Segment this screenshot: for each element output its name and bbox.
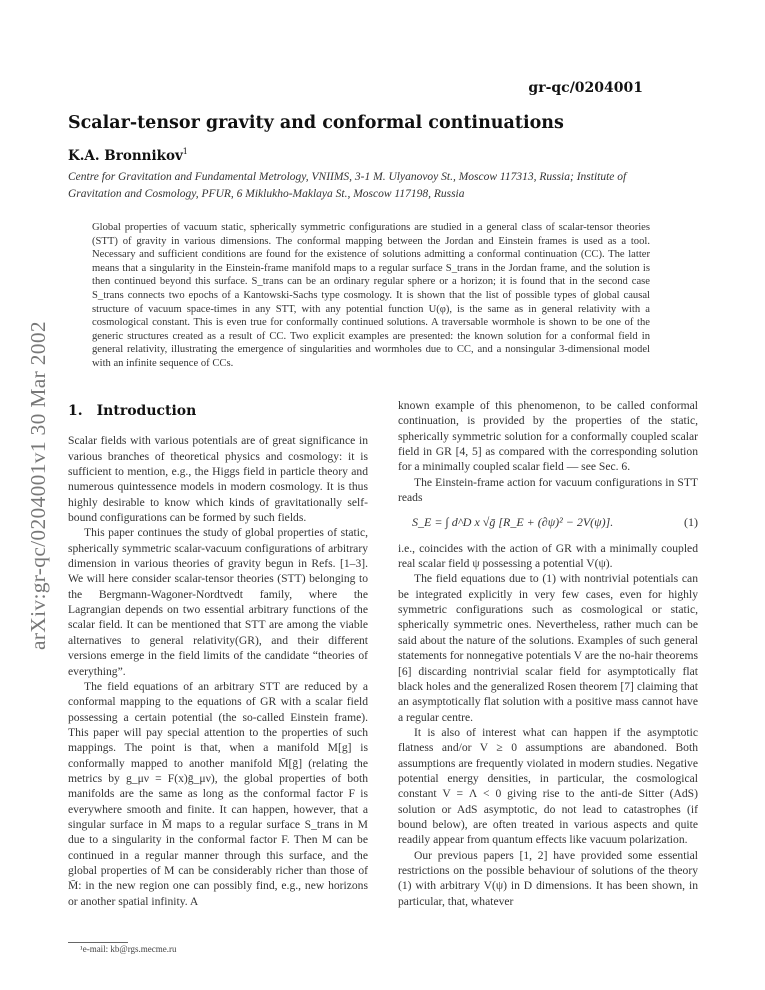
author-footnote-mark: 1	[182, 147, 188, 156]
report-number: gr-qc/0204001	[528, 80, 643, 96]
paper-title: Scalar-tensor gravity and conformal continuations	[68, 113, 564, 133]
paragraph: known example of this phenomenon, to be called conformal continuation, is provided by the properties of the static, spherically symmetric solution for a conformally coupled scalar field in GR [4, 5] as compared with the corresponding solution for a minimally coupled scalar field — see Sec. 6.	[398, 399, 698, 474]
paragraph: The field equations due to (1) with nontrivial potentials can be integrated explicitly in very few cases, even for highly symmetric configurations such as cosmological or static, spherically symmetric ones. Nevertheless, rather much can be said about the nature of the solutions. Examples of such general statements for nonnegative potentials V are the no-hair theorems [6] discarding nontrivial scalar field for asymptotically flat black holes and the generalized Rosen theorem [7] claiming that an asymptotically flat solution with a positive mass cannot have a regular centre.	[398, 572, 698, 724]
affiliation: Centre for Gravitation and Fundamental Metrology, VNIIMS, 3-1 M. Ulyanovoy St., Moscow 117313, Russia; Institute of Gravitation and Cosmology, PFUR, 6 Miklukho-Maklaya St., Moscow 117198, Russia	[68, 171, 627, 200]
section-number: 1.	[68, 403, 83, 419]
right-column	[398, 398, 698, 909]
author-name: K.A. Bronnikov	[68, 148, 183, 164]
paragraph: Scalar fields with various potentials are of great significance in various branches of theoretical physics and cosmology: it is sufficient to mention, e.g., the Higgs field in particle theory and numerous quintessence models in modern cosmology. It is thus highly desirable to know which kinds of gravitationally self-bound configurations can be formed by such fields.	[68, 434, 368, 525]
paragraph: The Einstein-frame action for vacuum configurations in STT reads	[398, 475, 698, 505]
paragraph: Our previous papers [1, 2] have provided some essential restrictions on the possible behaviour of solutions of the theory (1) with arbitrary V(ψ) in D dimensions. It has been shown, in particular, that, whatever	[398, 848, 698, 908]
abstract: Global properties of vacuum static, spherically symmetric configurations are studied in a general class of scalar-tensor theories (STT) of gravity in various dimensions. The conformal mapping between the Jordan and Einstein frames is used as a tool. Necessary and sufficient conditions are found for the existence of solutions admitting a conformal continuation (CC). The latter means that a singularity in the Einstein-frame manifold maps to a regular surface S_trans in the Jordan frame, and the solution is then continued beyond this surface. S_trans can be an ordinary regular sphere or a horizon; it is found that in the second case S_trans connects two epochs of a Kantowski-Sachs type cosmology. It is shown that the list of possible types of global causal structure of vacuum space-times in any STT, with any potential function U(φ), is the same as in general relativity with a cosmological constant. This is even true for conformally continued solutions. A traversable wormhole is shown to be one of the generic structures created as a result of CC. Two explicit examples are presented: the known solution for a conformal field in general relativity, illustrating the emergence of singularities and wormholes due to CC, and a nonsingular 3-dimensional model with an infinite sequence of CCs.	[92, 222, 650, 369]
author-line	[68, 147, 188, 164]
left-column	[68, 398, 368, 909]
paragraph: It is also of interest what can happen if the asymptotic flatness and/or V ≥ 0 assumptions are abandoned. Both assumptions are frequently violated in modern studies. Negative potential energy densities, in particular, the cosmological constant V = Λ < 0 giving rise to the anti-de Sitter (AdS) solution or AdS asymptotic, do not lead to catastrophes (if bound below), are often treated in various aspects and quite readily appear from quantum effects like vacuum polarization.	[398, 725, 698, 847]
arxiv-sidebar-stamp: arXiv:gr-qc/0204001v1 30 Mar 2002	[26, 321, 50, 650]
section-heading	[68, 404, 368, 419]
paragraph: i.e., coincides with the action of GR with a minimally coupled real scalar field ψ possessing a potential V(ψ).	[398, 541, 698, 571]
paragraph: This paper continues the study of global properties of static, spherically symmetric scalar-vacuum configurations of arbitrary dimension in various theories of gravity begun in Refs. [1–3]. We will here consider scalar-tensor theories (STT) belonging to the Bergmann-Wagoner-Nordtvedt family, where the Lagrangian depends on two essential arbitrary functions of the scalar field. It can be mentioned that STT are among the viable alternatives to general relativity(GR), and their different versions emerge in the field limits of the candidate “theories of everything”.	[68, 526, 368, 678]
section-title: Introduction	[96, 403, 197, 419]
equation-body: S_E = ∫ d^D x √ḡ [R_E + (∂ψ)² − 2V(ψ)].	[412, 515, 614, 530]
footnote: ¹e-mail: kb@rgs.mecme.ru	[80, 944, 177, 954]
paragraph: The field equations of an arbitrary STT are reduced by a conformal mapping to the equations of GR with a scalar field possessing a certain potential (the so-called Einstein frame). This paper will pay special attention to the properties of such mappings. The point is that, when a manifold M[g] is conformally mapped to another manifold M̄[ḡ] (relating the metrics by g_μν = F(x)ḡ_μν), the global properties of both manifolds are the same as long as the conformal factor F is everywhere smooth and finite. It can happen, however, that a singular surface in M̄ maps to a regular surface S_trans in M due to a singularity in the conformal factor F. Then M can be continued in a regular manner through this surface, and the global properties of M can be considerably richer than those of M̄: in the new region one can possibly find, e.g., new horizons or another spatial infinity. A	[68, 679, 368, 908]
footnote-rule	[68, 942, 128, 943]
equation-number: (1)	[684, 515, 698, 530]
equation-1	[412, 515, 698, 530]
